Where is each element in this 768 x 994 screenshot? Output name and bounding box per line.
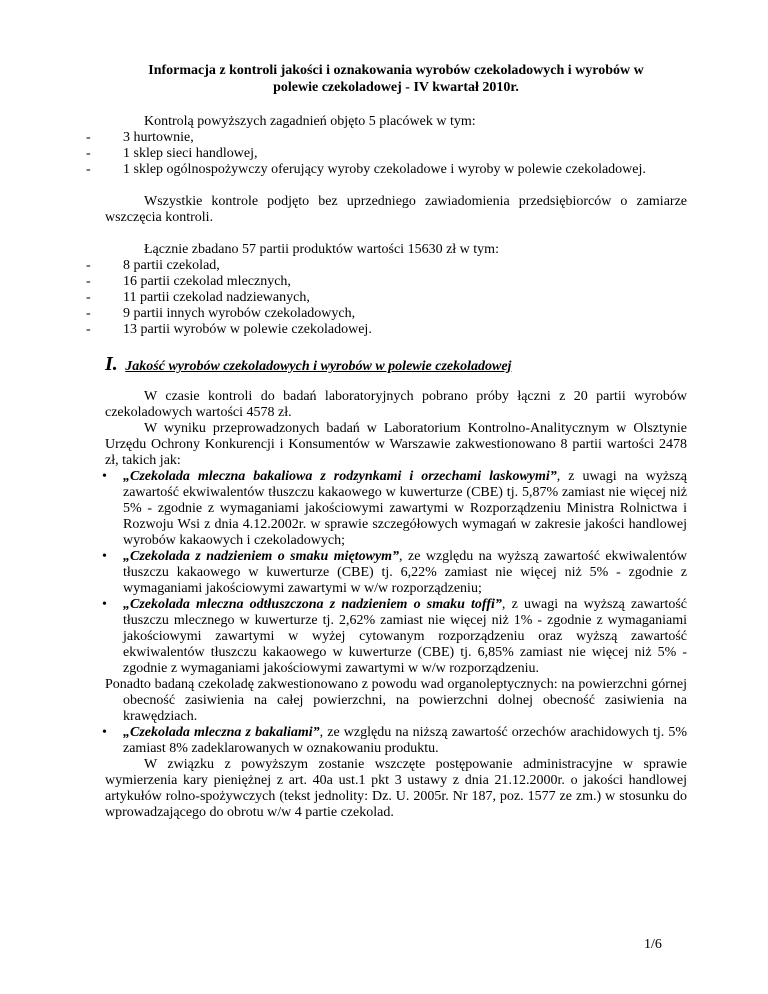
title-line-1: Informacja z kontroli jakości i oznakowania wyrobów czekoladowych i wyrobów w: [148, 63, 644, 78]
list-item: - 16 partii czekolad mlecznych,: [86, 274, 291, 289]
list-item: - 1 sklep sieci handlowej,: [86, 146, 258, 161]
organoleptic-paragraph: Ponadto badaną czekoladę zakwestionowano z powodu wad organoleptycznych: na powierzchni górnej obecność zasiwienia na całej powierzchni, na powierzchni dolnej obecność zasiwienia na krawędziach.: [105, 677, 687, 724]
batches-paragraph: Łącznie zbadano 57 partii produktów wartości 15630 zł w tym:: [144, 242, 499, 257]
list-item: - 11 partii czekolad nadziewanych,: [86, 290, 310, 305]
finding-item: • „Czekolada mleczna odtłuszczona z nadzieniem o smaku toffi”, z uwagi na wyższą zawartość tłuszczu mlecznego w kuwerturze tj. 2,62% zamiast nie więcej niż 1% - zgodnie z wymaganiami jakościowymi zawartymi w wyżej cytowanym rozporządzeniu oraz wyższą zawartość ekwiwalentów tłuszczu kakaowego w kuwerturze (CBE) tj. 6,85% zamiast nie więcej niż 5% - zgodnie z wymaganiami jakościowymi zawartymi w w/w rozporządzeniu.: [102, 597, 688, 676]
list-item: - 1 sklep ogólnospożywczy oferujący wyroby czekoladowe i wyroby w polewie czekoladowej.: [86, 162, 646, 177]
findings-list-2: [102, 725, 687, 757]
section-title: Jakość wyrobów czekoladowych i wyrobów w polewie czekoladowej: [125, 359, 512, 374]
list-item: - 13 partii wyrobów w polewie czekoladowej.: [86, 322, 372, 337]
section-heading: [105, 353, 687, 375]
sampling-paragraph: W czasie kontroli do badań laboratoryjnych pobrano próby łączni z 20 partii wyrobów czekoladowych wartości 4578 zł.: [105, 389, 687, 420]
title-line-2: polewie czekoladowej - IV kwartał 2010r.: [273, 80, 519, 95]
list-item: - 3 hurtownie,: [86, 130, 194, 145]
batches-list: [86, 258, 687, 338]
page-number: 1/6: [644, 937, 662, 952]
document-page: [86, 62, 688, 821]
finding-item: • „Czekolada z nadzieniem o smaku miętowym”, ze względu na wyższą zawartość ekwiwalentów tłuszczu kakaowego w kuwerturze (CBE) tj. 6,22% zamiast nie więcej niż 5% - zgodnie z wymaganiami jakościowymi zawartymi w w/w rozporządzeniu;: [102, 549, 687, 596]
document-title: [105, 62, 687, 96]
section-number: I.: [105, 353, 118, 375]
list-item: - 9 partii innych wyrobów czekoladowych,: [86, 306, 356, 321]
notice-paragraph: Wszystkie kontrole podjęto bez uprzedniego zawiadomienia przedsiębiorców o zamiarze wszczęcia kontroli.: [105, 194, 687, 225]
proceedings-paragraph: W związku z powyższym zostanie wszczęte postępowanie administracyjne w sprawie wymierzenia kary pieniężnej z art. 40a ust.1 pkt 3 ustawy z dnia 21.12.2000r. o jakości handlowej artykułów rolno-spożywczych (tekst jednolity: Dz. U. 2005r. Nr 187, poz. 1577 ze zm.) w stosunku do wprowadzającego do obrotu w/w 4 partie czekolad.: [105, 757, 687, 820]
list-item: - 8 partii czekolad,: [86, 258, 220, 273]
findings-list: [102, 469, 688, 677]
outlets-list: [86, 130, 687, 178]
intro-paragraph: Kontrolą powyższych zagadnień objęto 5 placówek w tym:: [144, 114, 476, 129]
results-paragraph: W wyniku przeprowadzonych badań w Laboratorium Kontrolno-Analitycznym w Olsztynie Urzędu Ochrony Konkurencji i Konsumentów w Warszawie zakwestionowano 8 partii wartości 2478 zł, takich jak:: [105, 421, 687, 468]
finding-item: • „Czekolada mleczna bakaliowa z rodzynkami i orzechami laskowymi”, z uwagi na wyższą zawartość ekwiwalentów tłuszczu kakaowego w kuwerturze (CBE) tj. 5,87% zamiast nie więcej niż 5% - zgodnie z wymaganiami jakościowymi zawartymi w Rozporządzeniu Ministra Rolnictwa i Rozwoju Wsi z dnia 4.12.2002r. w sprawie szczegółowych wymagań w zakresie jakości handlowej wyrobów kakaowych i czekoladowych;: [102, 469, 688, 548]
finding-item: • „Czekolada mleczna z bakaliami”, ze względu na niższą zawartość orzechów arachidowych tj. 5% zamiast 8% zadeklarowanych w oznakowaniu produktu.: [102, 725, 687, 756]
